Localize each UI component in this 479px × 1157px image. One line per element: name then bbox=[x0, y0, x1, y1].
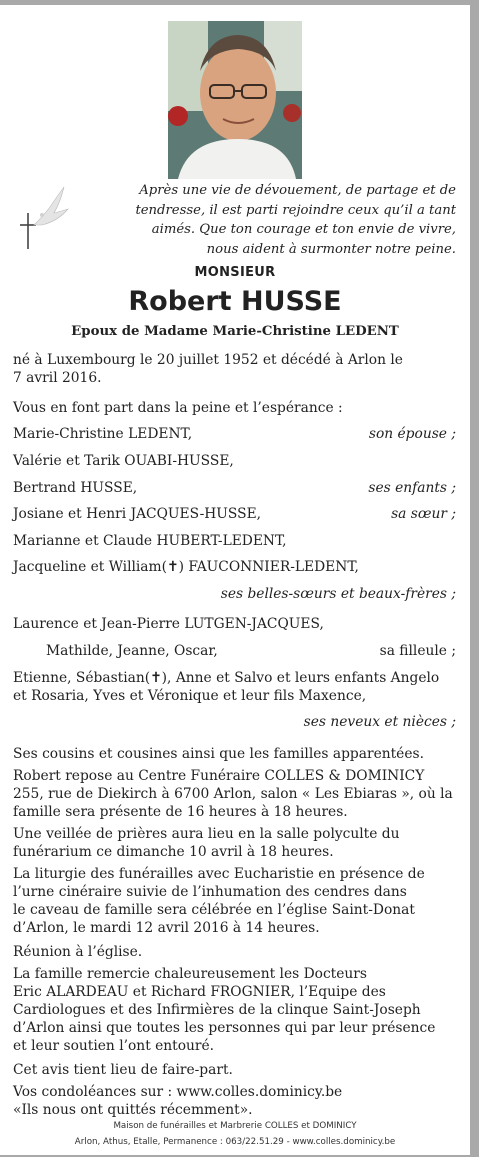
family-entry: Marie-Christine LEDENT, son épouse ; bbox=[13, 426, 456, 442]
family-entry-line-1: Etienne, Sébastian(✝), Anne et Salvo et leurs enfants Angelo bbox=[13, 670, 440, 686]
family-entry: Bertrand HUSSE, ses enfants ; bbox=[13, 480, 456, 496]
notice-paragraph: Eric ALARDEAU et Richard FROGNIER, l’Equipe des bbox=[13, 984, 386, 1000]
birth-death-line-2: 7 avril 2016. bbox=[13, 370, 102, 386]
notice-paragraph: Robert repose au Centre Funéraire COLLES & DOMINICY bbox=[13, 768, 425, 784]
family-entry: Laurence et Jean-Pierre LUTGEN-JACQUES, bbox=[13, 616, 324, 632]
notice-paragraph: l’urne cinéraire suivie de l’inhumation des cendres dans bbox=[13, 884, 407, 900]
birth-death-line-1: né à Luxembourg le 20 juillet 1952 et décédé à Arlon le bbox=[13, 352, 403, 368]
notice-paragraph: La liturgie des funérailles avec Eucharistie en présence de bbox=[13, 866, 425, 882]
family-entry: Mathilde, Jeanne, Oscar, sa filleule ; bbox=[46, 643, 456, 659]
cross-dove-icon bbox=[14, 185, 72, 251]
spouse-line: Epoux de Madame Marie-Christine LEDENT bbox=[71, 324, 399, 339]
family-entry: Jacqueline et William(✝) FAUCONNIER-LEDENT, bbox=[13, 559, 359, 575]
funeral-home-contact: Arlon, Athus, Etalle, Permanence : 063/22.51.29 - www.colles.dominicy.be bbox=[74, 1137, 396, 1147]
condolences-line: Vos condoléances sur : www.colles.dominicy.be bbox=[13, 1084, 343, 1100]
notice-paragraph: Une veillée de prières aura lieu en la salle polyculte du bbox=[13, 826, 400, 842]
notice-paragraph: «Ils nous ont quittés récemment». bbox=[13, 1102, 253, 1118]
family-relation: ses neveux et nièces ; bbox=[303, 714, 456, 730]
notice-paragraph: Cardiologues et des Infirmières de la clinque Saint-Joseph bbox=[13, 1002, 421, 1018]
family-entry: Josiane et Henri JACQUES-HUSSE, sa sœur ; bbox=[13, 506, 456, 522]
notice-paragraph: 255, rue de Diekirch à 6700 Arlon, salon « Les Ebiaras », où la bbox=[13, 786, 453, 802]
family-entry-line-2: et Rosaria, Yves et Véronique et leur fils Maxence, bbox=[13, 688, 367, 704]
funeral-home-name: Maison de funérailles et Marbrerie COLLES et DOMINICY bbox=[113, 1121, 357, 1131]
notice-paragraph: Cet avis tient lieu de faire-part. bbox=[13, 1062, 233, 1078]
portrait-photo bbox=[168, 21, 302, 179]
notice-paragraph: d’Arlon, le mardi 12 avril 2016 à 14 heures. bbox=[13, 920, 320, 936]
family-entry: Marianne et Claude HUBERT-LEDENT, bbox=[13, 533, 287, 549]
notice-paragraph: famille sera présente de 16 heures à 18 heures. bbox=[13, 804, 348, 820]
deceased-name: Robert HUSSE bbox=[128, 286, 342, 317]
notice-paragraph: funérarium ce dimanche 10 avril à 18 heures. bbox=[13, 844, 334, 860]
honorific: MONSIEUR bbox=[194, 265, 276, 280]
notice-paragraph: et leur soutien l’ont entouré. bbox=[13, 1038, 215, 1054]
notice-paragraph: Ses cousins et cousines ainsi que les familles apparentées. bbox=[13, 746, 424, 762]
notice-paragraph: d’Arlon ainsi que toutes les personnes qui par leur présence bbox=[13, 1020, 436, 1036]
memorial-quote: Après une vie de dévouement, de partage et de tendresse, il est parti rejoindre ceux qu’il a tant aimés. Que ton courage et ton envie de vivre, nous aident à surmonter notre peine. bbox=[135, 183, 456, 257]
family-entry: Valérie et Tarik OUABI-HUSSE, bbox=[13, 453, 234, 469]
notice-paragraph: Réunion à l’église. bbox=[13, 944, 143, 960]
notice-paragraph: La famille remercie chaleureusement les Docteurs bbox=[13, 966, 367, 982]
notice-paragraph: le caveau de famille sera célébrée en l’église Saint-Donat bbox=[13, 902, 415, 918]
announcement-intro: Vous en font part dans la peine et l’espérance : bbox=[13, 400, 343, 416]
family-relation: ses belles-sœurs et beaux-frères ; bbox=[220, 586, 456, 602]
obituary-card bbox=[0, 5, 470, 1155]
